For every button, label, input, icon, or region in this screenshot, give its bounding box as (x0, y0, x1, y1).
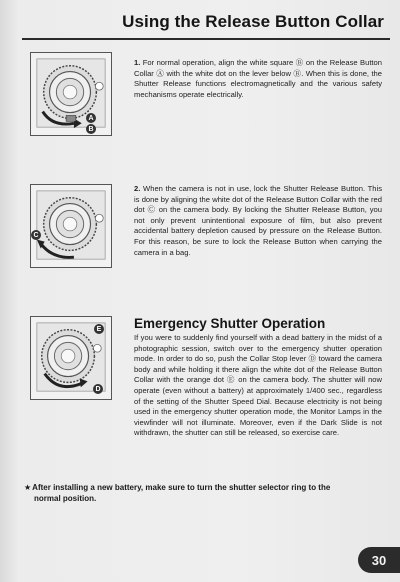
star-icon: ★ (24, 483, 32, 492)
battery-note (24, 482, 384, 504)
callout-c: C (31, 230, 41, 240)
callout-d: D (93, 384, 103, 394)
illustration-lock-mode (30, 184, 112, 268)
note-line-2: normal position. (34, 494, 97, 503)
title-rule (22, 38, 390, 40)
emergency-paragraph: If you were to suddenly find yourself with a dead battery in the midst of a photographic session, switch over to the emergency shutter operation mode. In order to do so, push the Collar Stop lever Ⓓ toward the camera body and while holding it there align the white dot of the Release Button Collar with the orange dot Ⓔ on the camera body. The shutter will now operate (even without a battery) at approximately 1/400 sec., regardless of the setting of the Shutter Speed Dial. Because electricity is not being used in the emergency shutter operation mode, the Monitor Lamps in the viewfinder will not illuminate. Moreover, even if the Dark Slide is not withdrawn, the shutter can still be released, so exercise care. (134, 333, 382, 438)
release-collar-illustration (31, 185, 111, 267)
illustration-normal-mode (30, 52, 112, 136)
note-line-1: After installing a new battery, make sure to turn the shutter selector ring to the (32, 483, 331, 492)
callout-e: E (94, 324, 104, 334)
step-1-paragraph (134, 58, 382, 100)
page-title: Using the Release Button Collar (122, 12, 384, 31)
callout-b: B (86, 124, 96, 134)
step-2-text: When the camera is not in use, lock the Shutter Release Button. This is done by aligning the white dot of the Release Button Collar with the red dot Ⓒ on the camera body. By locking the Shutter Release Button, you not only prevent unintentional exposure of film, but also prevent accidental battery depletion caused by pressure on the Release Button. For this reason, be sure to lock the Release Button when carrying the camera in a bag. (134, 184, 382, 257)
release-collar-illustration (31, 53, 111, 135)
step-1-number: 1. (134, 58, 141, 67)
step-2-number: 2. (134, 184, 141, 193)
step-1-text: For normal operation, align the white square Ⓑ on the Release Button Collar Ⓐ with the white dot on the lever below Ⓑ. When this is done, the Shutter Release functions electromagnetically and the various safety mechanisms operate electrically. (134, 58, 382, 99)
section-heading: Emergency Shutter Operation (134, 316, 326, 331)
callout-a: A (86, 113, 96, 123)
step-2-paragraph (134, 184, 382, 258)
page-number: 30 (358, 547, 400, 573)
